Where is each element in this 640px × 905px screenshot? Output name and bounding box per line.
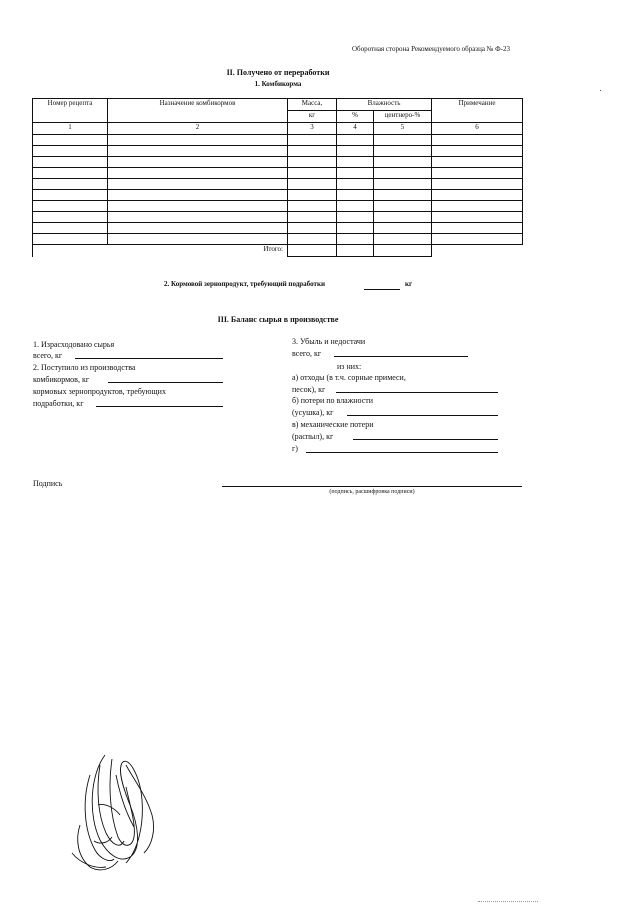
cell-note[interactable]	[432, 234, 523, 245]
section3-title: III. Баланс сырья в производстве	[217, 315, 339, 324]
cell-centner[interactable]	[374, 157, 432, 168]
cell-mass[interactable]	[288, 212, 337, 223]
mechanical-loss-label: в) механические потери	[292, 420, 374, 429]
cell-percent[interactable]	[337, 234, 374, 245]
cell-purpose[interactable]	[108, 168, 288, 179]
cell-recipe[interactable]	[33, 146, 108, 157]
cell-mass[interactable]	[288, 223, 337, 234]
cell-recipe[interactable]	[33, 212, 108, 223]
humidity-loss-field[interactable]	[347, 415, 498, 416]
other-loss-label: г)	[292, 444, 298, 453]
cell-note[interactable]	[432, 190, 523, 201]
cell-recipe[interactable]	[33, 223, 108, 234]
section2-title: II. Получено от переработки	[226, 68, 330, 77]
signature-field[interactable]	[222, 486, 522, 487]
cell-centner[interactable]	[374, 146, 432, 157]
col-header-purpose: Назначение комбикормов	[108, 99, 288, 123]
received-label: 2. Поступило из производства	[33, 363, 136, 372]
received-feed-field[interactable]	[108, 382, 223, 383]
col-header-humidity: Влажность	[337, 99, 432, 111]
cell-mass[interactable]	[288, 157, 337, 168]
cell-centner[interactable]	[374, 179, 432, 190]
cell-centner[interactable]	[374, 212, 432, 223]
col-header-note: Примечание	[432, 99, 523, 123]
col-header-centner-percent: центнеро-%	[374, 111, 432, 123]
humidity-loss-label-2: (усушка), кг	[292, 408, 334, 417]
col-number: 1	[33, 123, 108, 135]
cell-percent[interactable]	[337, 146, 374, 157]
cell-recipe[interactable]	[33, 179, 108, 190]
col-header-recipe: Номер рецепта	[33, 99, 108, 123]
cell-recipe[interactable]	[33, 234, 108, 245]
cell-mass[interactable]	[288, 146, 337, 157]
total-centner-cell[interactable]	[374, 245, 432, 257]
cell-purpose[interactable]	[108, 146, 288, 157]
waste-label: а) отходы (в т.ч. сорные примеси,	[292, 373, 406, 382]
cell-centner[interactable]	[374, 168, 432, 179]
total-percent-cell[interactable]	[337, 245, 374, 257]
mechanical-loss-label-2: (распыл), кг	[292, 432, 334, 441]
table-row	[33, 168, 523, 179]
cell-purpose[interactable]	[108, 212, 288, 223]
cell-centner[interactable]	[374, 135, 432, 146]
total-label: Итого:	[33, 245, 288, 257]
handwritten-signature	[60, 745, 170, 875]
total-mass-cell[interactable]	[288, 245, 337, 257]
cell-mass[interactable]	[288, 190, 337, 201]
signature-label: Подпись	[33, 479, 63, 488]
raw-used-total-label: всего, кг	[33, 351, 63, 360]
humidity-loss-label: б) потери по влажности	[292, 396, 374, 405]
cell-centner[interactable]	[374, 190, 432, 201]
table-row	[33, 223, 523, 234]
cell-recipe[interactable]	[33, 201, 108, 212]
grain-product-unit: кг	[405, 280, 413, 288]
table-row	[33, 135, 523, 146]
cell-mass[interactable]	[288, 168, 337, 179]
cell-note[interactable]	[432, 201, 523, 212]
table-row	[33, 234, 523, 245]
cell-note[interactable]	[432, 179, 523, 190]
cell-purpose[interactable]	[108, 135, 288, 146]
cell-percent[interactable]	[337, 223, 374, 234]
cell-recipe[interactable]	[33, 157, 108, 168]
received-grain-label-2: подработки, кг	[33, 399, 84, 408]
col-header-percent: %	[337, 111, 374, 123]
table-row	[33, 179, 523, 190]
cell-percent[interactable]	[337, 190, 374, 201]
cell-mass[interactable]	[288, 135, 337, 146]
cell-percent[interactable]	[337, 157, 374, 168]
grain-product-field[interactable]	[364, 289, 400, 290]
cell-centner[interactable]	[374, 234, 432, 245]
col-number: 3	[288, 123, 337, 135]
cell-percent[interactable]	[337, 179, 374, 190]
of-them-label: из них:	[337, 362, 362, 371]
cell-note[interactable]	[432, 212, 523, 223]
col-number: 5	[374, 123, 432, 135]
cell-note[interactable]	[432, 157, 523, 168]
received-feed-label: комбикормов, кг	[33, 375, 90, 384]
cell-recipe[interactable]	[33, 168, 108, 179]
cell-note[interactable]	[432, 146, 523, 157]
speck	[600, 90, 601, 91]
table-row	[33, 190, 523, 201]
cell-purpose[interactable]	[108, 201, 288, 212]
table-row	[33, 201, 523, 212]
raw-used-total-field[interactable]	[75, 358, 223, 359]
raw-used-label: 1. Израсходовано сырья	[33, 340, 115, 349]
total-empty	[432, 245, 523, 257]
waste-label-2: песок), кг	[292, 385, 326, 394]
cell-purpose[interactable]	[108, 223, 288, 234]
cell-note[interactable]	[432, 168, 523, 179]
col-number: 4	[337, 123, 374, 135]
cell-percent[interactable]	[337, 201, 374, 212]
scan-edge-mark	[478, 901, 538, 903]
cell-centner[interactable]	[374, 223, 432, 234]
cell-percent[interactable]	[337, 135, 374, 146]
signature-caption: (подпись, расшифровка подписи)	[329, 489, 415, 495]
table-row	[33, 146, 523, 157]
cell-purpose[interactable]	[108, 190, 288, 201]
cell-mass[interactable]	[288, 201, 337, 212]
form-reference-note: Оборотная сторона Рекомендуемого образца № Ф-23	[352, 45, 510, 53]
col-header-mass: Масса,	[288, 99, 337, 111]
feed-table	[32, 98, 523, 257]
col-number: 6	[432, 123, 523, 135]
cell-mass[interactable]	[288, 179, 337, 190]
received-grain-label: кормовых зернопродуктов, требующих	[33, 387, 166, 396]
grain-product-label: 2. Кормовой зернопродукт, требующий подработки	[164, 280, 326, 288]
cell-note[interactable]	[432, 223, 523, 234]
table-row	[33, 157, 523, 168]
received-grain-field[interactable]	[96, 406, 223, 407]
cell-recipe[interactable]	[33, 135, 108, 146]
cell-recipe[interactable]	[33, 190, 108, 201]
cell-mass[interactable]	[288, 234, 337, 245]
waste-field[interactable]	[336, 392, 498, 393]
cell-purpose[interactable]	[108, 157, 288, 168]
cell-purpose[interactable]	[108, 234, 288, 245]
cell-percent[interactable]	[337, 168, 374, 179]
losses-total-field[interactable]	[334, 356, 468, 357]
table-row	[33, 212, 523, 223]
col-header-mass-unit: кг	[288, 111, 337, 123]
losses-label: 3. Убыль и недостачи	[292, 337, 366, 346]
cell-note[interactable]	[432, 135, 523, 146]
other-loss-field[interactable]	[306, 452, 498, 453]
cell-purpose[interactable]	[108, 179, 288, 190]
mechanical-loss-field[interactable]	[353, 439, 498, 440]
cell-centner[interactable]	[374, 201, 432, 212]
losses-total-label: всего, кг	[292, 349, 322, 358]
col-number: 2	[108, 123, 288, 135]
cell-percent[interactable]	[337, 212, 374, 223]
section2-subtitle: 1. Комбикорма	[254, 80, 302, 88]
